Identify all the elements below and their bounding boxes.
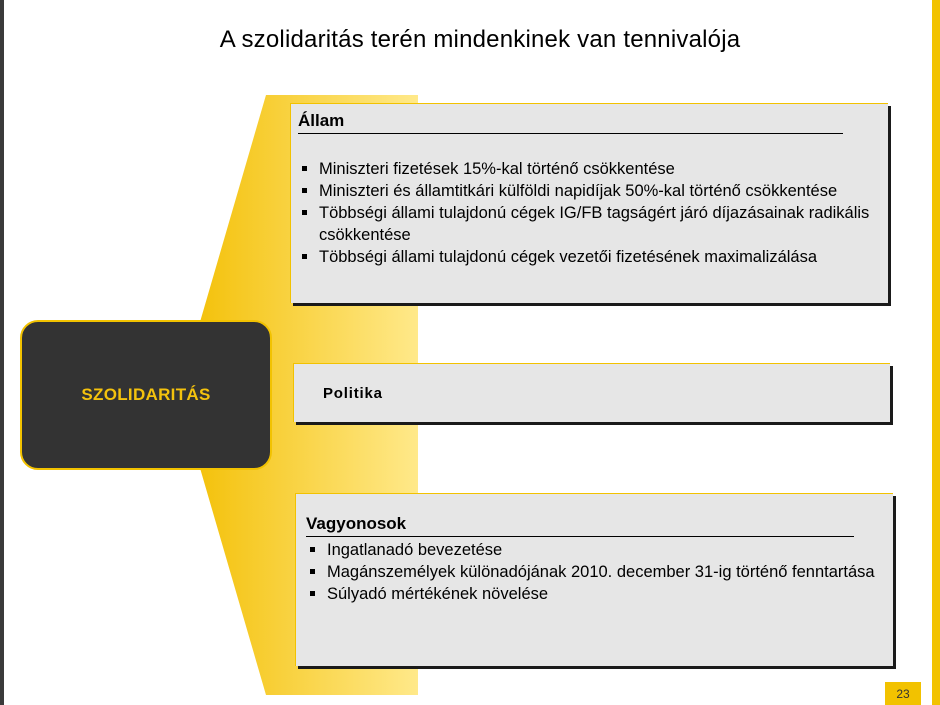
list-item: Ingatlanadó bevezetése	[306, 539, 885, 561]
allam-heading: Állam	[298, 111, 843, 134]
vagyonosok-box	[295, 493, 893, 666]
allam-list	[298, 158, 880, 268]
allam-box	[290, 103, 888, 303]
politika-label: Politika	[323, 384, 383, 402]
solidarity-hub	[20, 320, 272, 470]
list-item: Többségi állami tulajdonú cégek vezetői fizetésének maximalizálása	[298, 246, 880, 268]
list-item: Miniszteri és államtitkári külföldi napidíjak 50%-kal történő csökkentése	[298, 180, 880, 202]
hub-label: SZOLIDARITÁS	[81, 385, 211, 404]
list-item: Többségi állami tulajdonú cégek IG/FB tagságért járó díjazásainak radikális csökkentése	[298, 202, 880, 246]
list-item: Magánszemélyek különadójának 2010. december 31-ig történő fenntartása	[306, 561, 885, 583]
list-item: Súlyadó mértékének növelése	[306, 583, 885, 605]
politika-box	[293, 363, 890, 422]
list-item: Miniszteri fizetések 15%-kal történő csökkentése	[298, 158, 880, 180]
vagyonosok-list	[306, 539, 885, 605]
page-number: 23	[885, 682, 921, 705]
vagyonosok-heading: Vagyonosok	[306, 514, 854, 537]
slide-title: A szolidaritás terén mindenkinek van tennivalója	[219, 26, 741, 53]
